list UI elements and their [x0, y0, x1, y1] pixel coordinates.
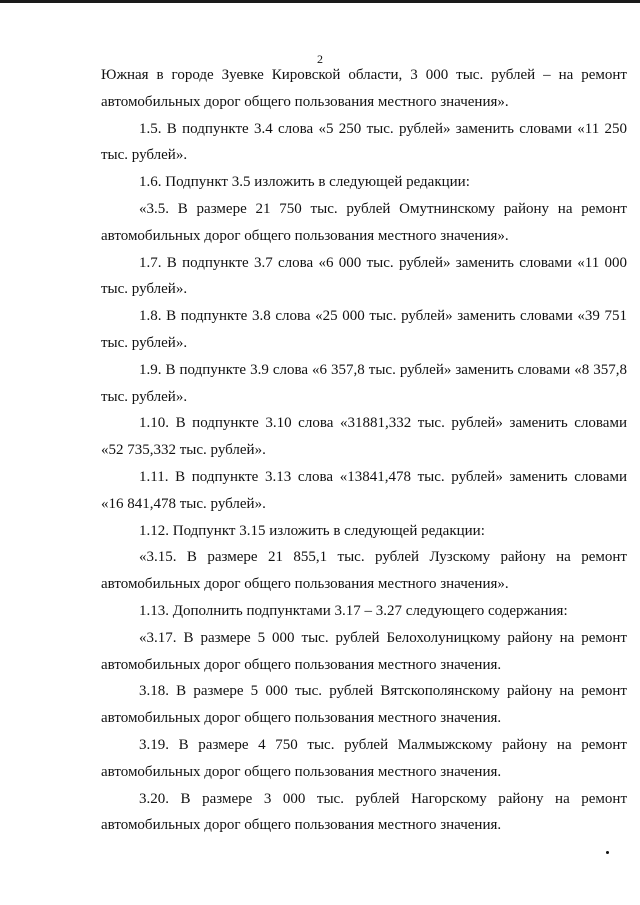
paragraph: 3.20. В размере 3 000 тыс. рублей Нагорскому району на ремонт автомобильных дорог общего пользования местного значения.	[101, 790, 627, 834]
paragraph: «3.15. В размере 21 855,1 тыс. рублей Лузскому району на ремонт автомобильных дорог общего пользования местного значения».	[101, 549, 627, 593]
paragraph: 1.12. Подпункт 3.15 изложить в следующей редакции:	[139, 522, 485, 539]
paragraph: 1.10. В подпункте 3.10 слова «31881,332 тыс. рублей» заменить словами «52 735,332 тыс. рублей».	[101, 415, 627, 459]
scan-top-border	[0, 0, 640, 3]
paragraph: 1.7. В подпункте 3.7 слова «6 000 тыс. рублей» заменить словами «11 000 тыс. рублей».	[101, 254, 627, 298]
paragraph: Южная в городе Зуевке Кировской области, 3 000 тыс. рублей – на ремонт автомобильных дорог общего пользования местного значения».	[101, 67, 627, 110]
paragraph: 1.5. В подпункте 3.4 слова «5 250 тыс. рублей» заменить словами «11 250 тыс. рублей».	[101, 120, 627, 164]
paragraph: 1.13. Дополнить подпунктами 3.17 – 3.27 следующего содержания:	[139, 602, 568, 619]
paragraph: 1.8. В подпункте 3.8 слова «25 000 тыс. рублей» заменить словами «39 751 тыс. рублей».	[101, 308, 627, 351]
document-body	[101, 62, 627, 839]
page-number: 2	[317, 52, 323, 66]
paragraph: 3.19. В размере 4 750 тыс. рублей Малмыжскому району на ремонт автомобильных дорог общего пользования местного значения.	[101, 736, 627, 780]
scan-speck	[606, 851, 609, 854]
paragraph: 1.9. В подпункте 3.9 слова «6 357,8 тыс. рублей» заменить словами «8 357,8 тыс. рублей».	[101, 361, 627, 405]
paragraph: 1.11. В подпункте 3.13 слова «13841,478 тыс. рублей» заменить словами «16 841,478 тыс. рублей».	[101, 468, 627, 512]
paragraph: 1.6. Подпункт 3.5 изложить в следующей редакции:	[139, 174, 470, 191]
paragraph: «3.5. В размере 21 750 тыс. рублей Омутнинскому району на ремонт автомобильных дорог общего пользования местного значения».	[101, 200, 627, 244]
paragraph: 3.18. В размере 5 000 тыс. рублей Вятскополянскому району на ремонт автомобильных дорог общего пользования местного значения.	[101, 683, 627, 727]
paragraph: «3.17. В размере 5 000 тыс. рублей Белохолуницкому району на ремонт автомобильных дорог общего пользования местного значения.	[101, 629, 627, 673]
